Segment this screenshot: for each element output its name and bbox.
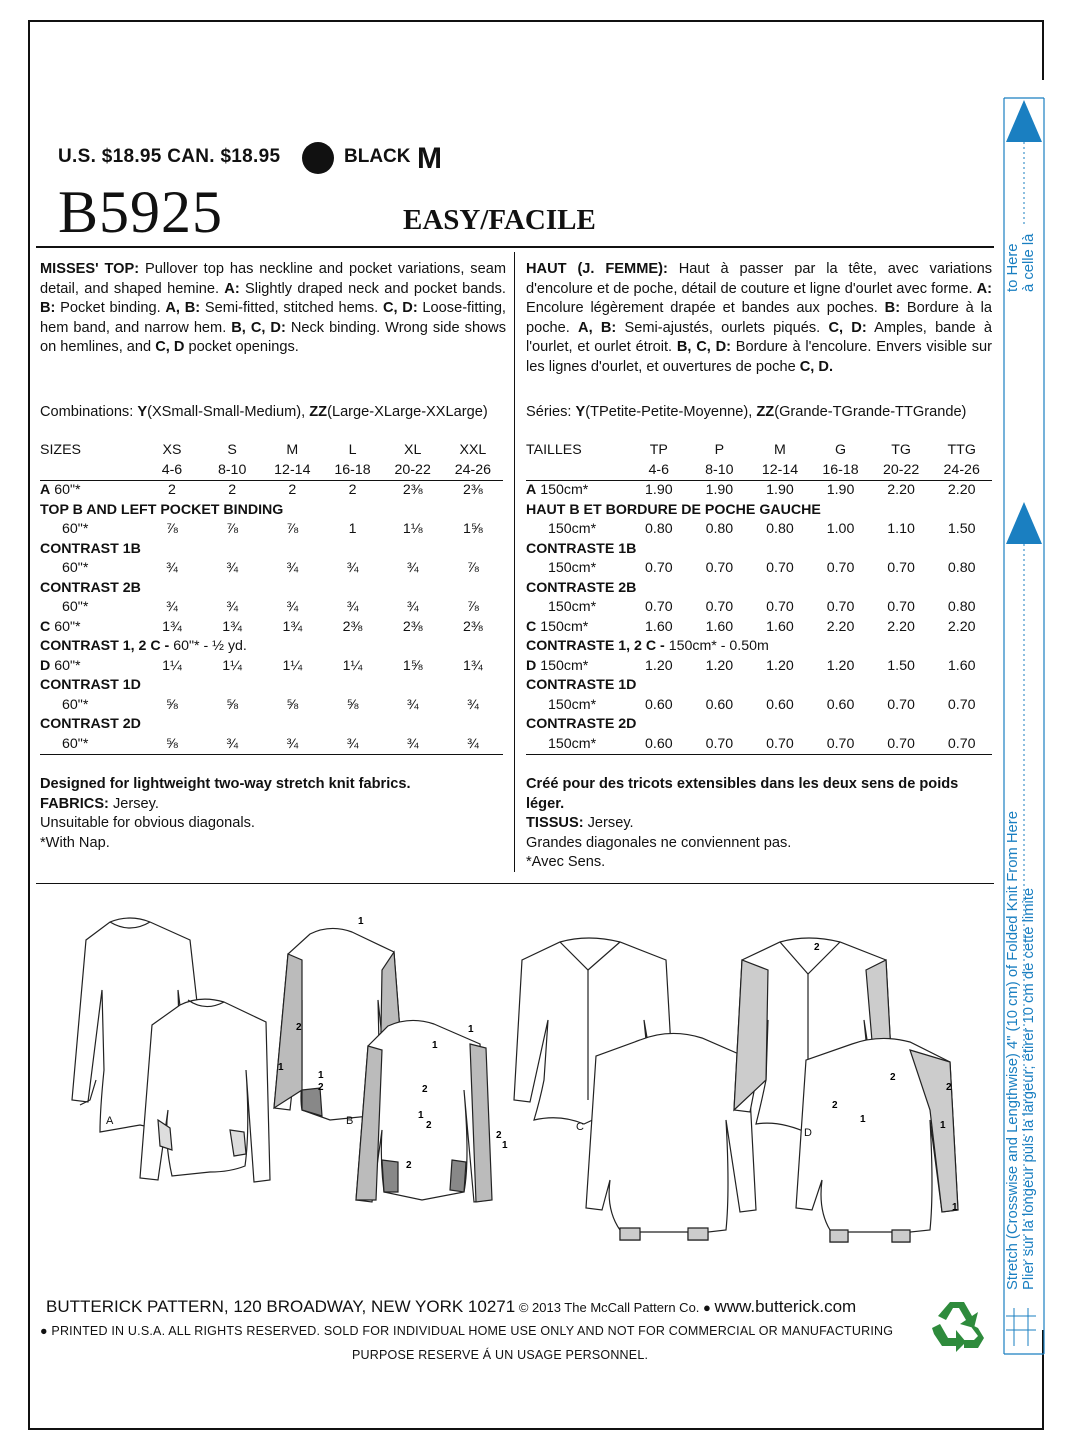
table-cell: 16-18 [322, 461, 382, 481]
table-row [526, 520, 992, 540]
table-cell: ¾ [466, 696, 479, 713]
table-cell: 1.60 [644, 618, 673, 635]
table-cell: 1.20 [705, 657, 734, 674]
table-cell: 2⅜ [402, 482, 423, 498]
table-section-heading: CONTRASTE 1D [526, 677, 637, 693]
table-section-heading: CONTRASTE 2D [526, 716, 637, 732]
recycle-icon [926, 1298, 988, 1354]
table-cell: 24-26 [931, 461, 992, 481]
table-cell: 0.70 [766, 560, 794, 576]
table-cell: ⅞ [226, 521, 239, 537]
table-cell [40, 461, 142, 481]
table-section-heading: CONTRASTE 2B [526, 579, 637, 596]
table-cell: D 60"* [40, 657, 81, 674]
table-cell: C 60"* [40, 618, 81, 635]
callout-number: 1 [502, 1140, 508, 1151]
table-cell: 1¼ [342, 657, 363, 674]
callout-number: 2 [406, 1160, 412, 1171]
table-row [40, 657, 503, 677]
table-cell: TAILLES [526, 442, 582, 458]
description-bold: A, B: [578, 319, 617, 336]
table-section-heading: CONTRAST 1D [40, 677, 141, 693]
callout-number: 2 [832, 1100, 838, 1111]
description-bold: A, B: [165, 300, 201, 316]
table-row [526, 540, 992, 560]
pattern-code: B5925 [58, 179, 224, 245]
arrow-up-icon [1006, 100, 1042, 142]
table-cell: S [227, 442, 237, 458]
table-cell: 2.20 [887, 618, 915, 635]
combinations-text: Combinations: [40, 404, 138, 420]
table-cell: ¾ [286, 560, 299, 576]
view-d-label: D [804, 1127, 812, 1139]
english-fabric-notes [40, 775, 510, 853]
table-cell: ⅝ [286, 696, 299, 713]
table-cell: 12-14 [750, 461, 811, 481]
table-cell: 1.60 [705, 618, 734, 635]
table-cell: 1¾ [282, 618, 303, 635]
table-cell: ¾ [226, 560, 239, 576]
description-bold: B: [884, 300, 901, 316]
table-cell: TG [891, 442, 911, 458]
table-cell: ¾ [406, 696, 419, 713]
table-cell: 60"* [62, 521, 89, 537]
table-cell: 24-26 [443, 461, 503, 481]
english-combinations [40, 403, 506, 423]
website-link[interactable]: www.butterick.com [714, 1297, 857, 1316]
table-cell: 1¼ [282, 657, 303, 674]
description-text: Neck binding. Wrong side shows on hemlines, and [40, 319, 507, 355]
table-row [40, 598, 503, 618]
table-cell: L [348, 442, 357, 458]
header-rule [36, 246, 994, 248]
table-row [526, 559, 992, 579]
description-text: Bordure à la poche. [526, 300, 992, 336]
table-cell: 150cm* [548, 696, 597, 713]
table-cell: 0.80 [947, 599, 976, 615]
table-cell: 0.80 [705, 521, 734, 537]
table-cell: 1.00 [826, 521, 855, 537]
table-cell: ¾ [166, 560, 178, 576]
table-cell: ¾ [443, 735, 503, 755]
table-cell: 0.60 [644, 696, 673, 713]
table-cell: 4-6 [629, 461, 690, 481]
table-cell: ¾ [202, 735, 262, 755]
table-cell: A 60"* [40, 482, 81, 498]
illustration-rule [36, 883, 994, 884]
description-bold: B: [40, 300, 56, 316]
view-b-sketch [274, 928, 492, 1202]
table-cell: M [774, 442, 786, 458]
table-row [40, 461, 503, 481]
callout-number: 1 [860, 1114, 866, 1125]
size-letter: M [417, 142, 442, 175]
table-cell: ⅝ [226, 696, 239, 713]
table-row [526, 676, 992, 696]
callout-number: 1 [278, 1062, 284, 1073]
callout-number: 1 [952, 1202, 958, 1213]
table-cell: 1.20 [766, 657, 794, 674]
description-text: Loose-fitting, hem band, and narrow hem. [40, 300, 506, 336]
table-cell: 2⅜ [463, 618, 483, 635]
description-text: Bordure à l'encolure. Envers visible sur les lignes d'ourlet, et ouvertures de poche [526, 339, 992, 375]
table-cell: 0.80 [947, 560, 976, 576]
fabric-line: FABRICS: Jersey. [40, 795, 159, 812]
callout-number: 1 [432, 1040, 438, 1051]
description-text: Semi-fitted, stitched hems. [200, 300, 383, 316]
callout-number: 1 [468, 1024, 474, 1035]
table-section-heading: HAUT B ET BORDURE DE POCHE GAUCHE [526, 501, 821, 518]
english-description [40, 260, 506, 358]
table-cell: 1.90 [766, 482, 794, 498]
table-cell: 12-14 [262, 461, 322, 481]
table-cell: 0.60 [826, 696, 855, 713]
description-bold: MISSES' TOP: [40, 261, 140, 277]
table-cell: 2.20 [947, 482, 976, 498]
table-section-heading: CONTRAST 2D [40, 716, 141, 732]
fabric-line: *With Nap. [40, 834, 110, 851]
table-cell: SIZES [40, 442, 81, 458]
table-cell: 0.70 [644, 560, 673, 576]
table-cell: 1⅝ [402, 657, 423, 674]
table-cell: G [835, 442, 847, 458]
table-cell: 0.60 [766, 696, 794, 713]
table-cell: ¾ [346, 560, 359, 576]
callout-number: 2 [318, 1082, 324, 1093]
table-row [526, 441, 992, 461]
table-cell: 1⅛ [402, 521, 423, 537]
fabric-line: TISSUS: Jersey. [526, 815, 634, 831]
callout-number: 2 [426, 1120, 432, 1131]
table-cell: C 150cm* [526, 618, 589, 635]
combinations-bold: Y [575, 404, 586, 420]
column-divider [514, 252, 515, 872]
table-cell: 16-18 [810, 461, 871, 481]
description-bold: C, D: [382, 300, 418, 316]
table-cell: 0.70 [887, 560, 915, 576]
difficulty-label: EASY/FACILE [403, 204, 596, 236]
table-cell: D 150cm* [526, 657, 589, 674]
table-cell: 60"* [62, 560, 89, 576]
table-cell: 2⅜ [463, 482, 483, 498]
french-yardage-table [526, 441, 992, 755]
description-text: Pullover top has neckline and pocket variations, seam detail, and shaped hemine. [40, 261, 506, 297]
table-cell: ¾ [406, 560, 419, 576]
description-text: Encolure légèrement drapée et bandes aux poches. [526, 300, 885, 316]
description-text: Slightly draped neck and pocket bands. [239, 280, 506, 297]
garment-illustrations [40, 910, 980, 1280]
stretch-instruction-fr: Plier sur la longeur puis la largeur; étirer 10 cm de cette limite [1021, 887, 1037, 1290]
table-row [526, 481, 992, 501]
table-cell: 20-22 [383, 461, 443, 481]
combinations-bold: ZZ [309, 404, 328, 420]
table-cell: 1¼ [222, 657, 242, 674]
table-cell: 2.20 [826, 618, 855, 635]
table-cell: 0.70 [644, 599, 673, 615]
table-cell: A 150cm* [526, 482, 589, 498]
table-cell: 0.70 [887, 696, 915, 713]
description-bold: B, C, D: [231, 319, 286, 336]
description-text: pocket openings. [184, 339, 299, 355]
combinations-text: Séries: [526, 404, 576, 420]
table-cell: TP [649, 442, 668, 458]
table-row [526, 657, 992, 677]
table-cell: 1¼ [162, 657, 182, 674]
table-cell [526, 461, 629, 481]
fabric-line: Unsuitable for obvious diagonals. [40, 815, 255, 831]
table-cell: 0.80 [644, 521, 673, 537]
table-cell: P [714, 442, 725, 458]
table-cell: ⅝ [346, 696, 359, 713]
table-cell: ¾ [286, 599, 299, 615]
table-cell: 2 [228, 482, 237, 498]
view-b-label: B [346, 1115, 354, 1127]
table-row [526, 637, 992, 657]
table-cell: 0.70 [947, 696, 976, 713]
table-cell: 0.70 [705, 599, 734, 615]
table-cell: 1.90 [826, 482, 855, 498]
french-combinations [526, 403, 992, 423]
rights-notice: ● PRINTED IN U.S.A. ALL RIGHTS RESERVED. SOLD FOR INDIVIDUAL HOME USE ONLY AND NOT FOR COMMERCIAL OR MANUFACTURING [40, 1324, 894, 1338]
view-a-sketch [72, 918, 270, 1182]
table-section-heading: CONTRASTE 1, 2 C - 150cm* - 0.50m [526, 638, 769, 654]
table-cell: ⅝ [166, 696, 178, 713]
table-cell: ⅝ [142, 735, 202, 755]
description-bold: HAUT (J. FEMME): [526, 261, 668, 277]
view-c-sketch [514, 938, 756, 1240]
table-cell: ¾ [166, 599, 178, 615]
table-cell: 150cm* [548, 560, 597, 576]
table-cell: ⅞ [286, 521, 299, 537]
table-cell: 4-6 [142, 461, 202, 481]
callout-number: 2 [496, 1130, 502, 1141]
table-cell: XL [404, 442, 422, 458]
table-cell: 60"* [62, 696, 89, 713]
table-section-heading: TOP B AND LEFT POCKET BINDING [40, 501, 284, 518]
table-row [526, 501, 992, 521]
table-cell: 1.50 [947, 521, 976, 537]
fabric-line: *Avec Sens. [526, 854, 606, 870]
table-cell: 1.20 [826, 657, 855, 674]
table-cell: 2 [168, 482, 176, 498]
table-row [526, 715, 992, 735]
combinations-text: (Grande-TGrande-TTGrande) [774, 404, 967, 420]
combinations-bold: Y [137, 404, 148, 420]
description-text: Amples, bande à l'ourlet, et ourlet étroit. [526, 319, 992, 355]
table-row [40, 618, 503, 638]
table-cell: 0.70 [826, 560, 855, 576]
table-row [40, 559, 503, 579]
publisher-address: BUTTERICK PATTERN, 120 BROADWAY, NEW YORK 10271 © 2013 The McCall Pattern Co. ● www.butterick.com [46, 1297, 857, 1316]
table-cell: 60"* [62, 599, 89, 615]
table-cell: 1.20 [644, 657, 673, 674]
table-cell: 0.70 [689, 735, 750, 755]
table-cell: 150cm* [548, 521, 597, 537]
table-cell: 1¾ [162, 618, 182, 635]
arrow-up-icon-2 [1006, 502, 1042, 544]
description-bold: C, D: [828, 319, 867, 336]
table-cell: 150cm* [526, 735, 629, 755]
table-cell: ¾ [322, 735, 382, 755]
table-cell: 2.20 [887, 482, 915, 498]
table-cell: 0.70 [810, 735, 871, 755]
table-row [40, 501, 503, 521]
table-cell: M [286, 442, 299, 458]
table-cell: 1.90 [705, 482, 734, 498]
table-row [40, 540, 503, 560]
table-cell: 1.90 [644, 482, 673, 498]
table-cell: XS [162, 442, 182, 458]
a-celle-label: à celle là [1021, 233, 1037, 292]
table-cell: 20-22 [871, 461, 932, 481]
stretch-instruction-en: Stretch (Crosswise and Lengthwise) 4" (10 cm) of Folded Knit From Here [1005, 811, 1021, 1290]
view-c-label: C [576, 1121, 584, 1133]
table-row [40, 441, 503, 461]
table-cell: 2⅜ [402, 618, 423, 635]
table-cell: 0.70 [766, 599, 794, 615]
table-row [526, 461, 992, 481]
table-cell: 0.60 [705, 696, 734, 713]
callout-number: 2 [422, 1084, 428, 1095]
table-cell: 0.70 [931, 735, 992, 755]
table-section-heading: CONTRAST 1B [40, 540, 141, 557]
combinations-text: (XSmall-Small-Medium), [147, 404, 310, 420]
callout-number: 2 [296, 1022, 302, 1033]
table-cell: 60"* [40, 735, 142, 755]
callout-number: 2 [890, 1072, 896, 1083]
description-bold: B, C, D: [676, 339, 731, 355]
english-yardage-table [40, 441, 503, 755]
combinations-text: (Large-XLarge-XXLarge) [327, 404, 488, 420]
table-row [40, 637, 503, 657]
fabric-line: Créé pour des tricots extensibles dans les deux sens de poids léger. [526, 776, 959, 812]
table-cell: 2.20 [947, 618, 976, 635]
table-cell: 0.70 [750, 735, 811, 755]
table-row [40, 481, 503, 501]
table-cell: 0.70 [826, 599, 855, 615]
description-text: Semi-ajustés, ourlets piqués. [616, 319, 829, 336]
table-row [526, 579, 992, 599]
view-a-label: A [106, 1115, 114, 1127]
table-cell: 1⅝ [463, 521, 483, 537]
table-cell: 2 [288, 482, 297, 498]
fabric-line: Designed for lightweight two-way stretch knit fabrics. [40, 776, 411, 792]
table-cell: 8-10 [689, 461, 750, 481]
color-swatch [302, 142, 334, 174]
table-cell: ¾ [262, 735, 322, 755]
table-section-heading: CONTRAST 2B [40, 579, 141, 596]
table-cell: 0.70 [887, 599, 915, 615]
table-cell: ¾ [383, 735, 443, 755]
table-cell: 1.50 [887, 657, 915, 674]
price-label: U.S. $18.95 CAN. $18.95 [58, 146, 281, 167]
combinations-text: (TPetite-Petite-Moyenne), [585, 404, 757, 420]
table-row [40, 735, 503, 755]
table-section-heading: CONTRASTE 1B [526, 540, 637, 557]
table-cell: 0.70 [705, 560, 734, 576]
table-cell: 0.60 [629, 735, 690, 755]
table-row [526, 598, 992, 618]
description-text: Haut à passer par la tête, avec variations d'encolure et de poche, détail de couture et ligne d'ourlet avec forme. [526, 261, 992, 297]
description-bold: A: [976, 280, 992, 297]
to-here-label: to Here [1005, 243, 1021, 292]
table-cell: 0.80 [766, 521, 794, 537]
table-cell: 1¾ [463, 657, 483, 674]
description-bold: C, D. [799, 358, 833, 375]
table-cell: 1.60 [766, 618, 794, 635]
table-cell: ⅞ [466, 599, 479, 615]
table-row [40, 520, 503, 540]
callout-number: 2 [946, 1082, 952, 1093]
callout-number: 1 [418, 1110, 424, 1121]
table-cell: 2 [348, 482, 357, 498]
table-cell: TTG [947, 442, 976, 458]
color-label: BLACK [344, 146, 411, 167]
table-row [40, 696, 503, 716]
view-d-sketch [734, 938, 958, 1242]
table-cell: 1 [348, 521, 357, 537]
table-cell: ¾ [226, 599, 239, 615]
table-section-heading: CONTRAST 1, 2 C - 60"* - ½ yd. [40, 638, 247, 654]
table-row [40, 715, 503, 735]
combinations-bold: ZZ [756, 404, 775, 420]
table-cell: 0.70 [871, 735, 932, 755]
description-bold: A: [224, 280, 240, 297]
french-description [526, 260, 992, 377]
description-text: Pocket binding. [55, 300, 166, 316]
table-cell: 1.10 [887, 521, 915, 537]
table-row [40, 579, 503, 599]
table-cell: 2⅜ [342, 618, 363, 635]
table-cell: XXL [459, 442, 487, 458]
callout-number: 1 [318, 1070, 324, 1081]
table-cell: 1¾ [222, 618, 242, 635]
callout-number: 1 [940, 1120, 946, 1131]
table-cell: 8-10 [202, 461, 262, 481]
table-cell: ¾ [346, 599, 359, 615]
fabric-line: Grandes diagonales ne conviennent pas. [526, 834, 792, 851]
table-row [526, 735, 992, 755]
table-row [526, 618, 992, 638]
callout-number: 1 [358, 916, 364, 927]
french-fabric-notes [526, 775, 992, 873]
rights-notice-fr: PURPOSE RESERVE Á UN USAGE PERSONNEL. [352, 1348, 649, 1362]
table-cell: ¾ [406, 599, 419, 615]
table-row [526, 696, 992, 716]
callout-number: 2 [814, 942, 820, 953]
table-cell: 150cm* [548, 599, 597, 615]
table-row [40, 676, 503, 696]
description-bold: C, D [155, 339, 185, 355]
table-cell: ⅞ [466, 560, 479, 576]
table-cell: 1.60 [947, 657, 976, 674]
table-cell: ⅞ [166, 521, 178, 537]
